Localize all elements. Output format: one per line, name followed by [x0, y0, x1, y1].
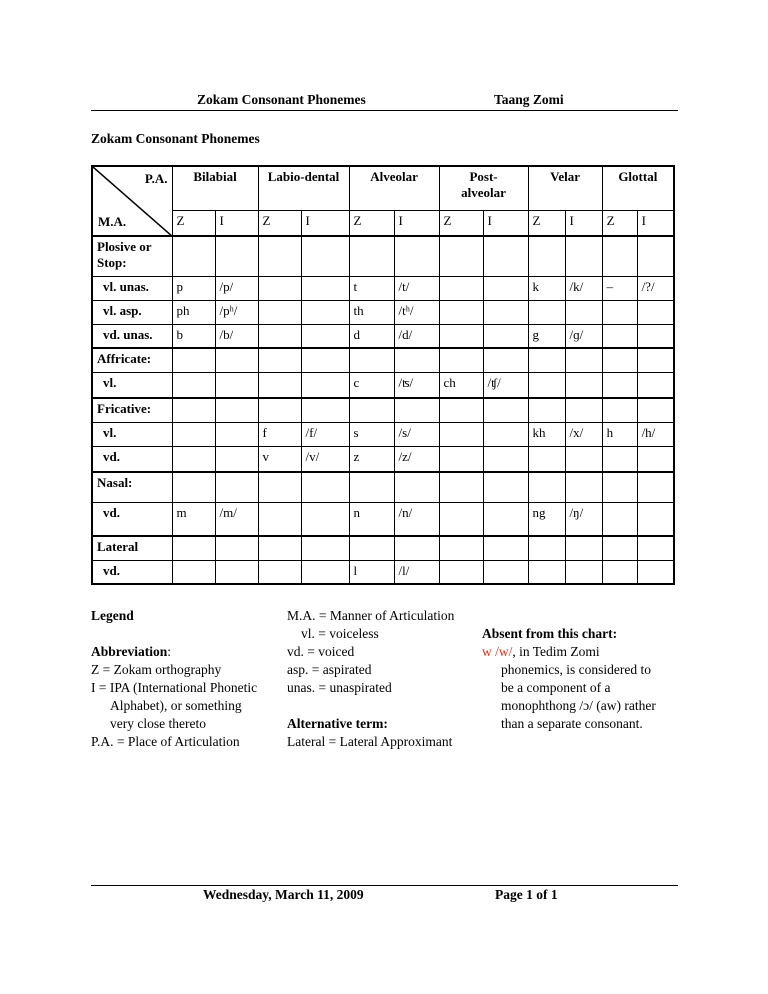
legend-i-line1: I = IPA (International Phonetic: [91, 680, 258, 695]
row-label: vl.: [92, 372, 172, 398]
cell: [565, 560, 602, 584]
cell: n: [349, 502, 394, 536]
cell: /h/: [637, 422, 674, 446]
cell: /b/: [215, 324, 258, 348]
col-z: Z: [349, 210, 394, 236]
cell: [637, 324, 674, 348]
cell: k: [528, 276, 565, 300]
cell: [602, 300, 637, 324]
cell: [172, 446, 215, 472]
absent-line2: phonemics, is considered to: [501, 662, 651, 677]
cell: [483, 446, 528, 472]
cell: [258, 300, 301, 324]
cell: [483, 560, 528, 584]
cell: [172, 372, 215, 398]
legend-unas: unas. = unaspirated: [287, 680, 392, 695]
header-title: Zokam Consonant Phonemes: [197, 92, 366, 107]
col-i: I: [394, 210, 439, 236]
legend-i-line2: Alphabet), or something: [110, 698, 242, 713]
row-label: vd.: [92, 560, 172, 584]
col-z: Z: [528, 210, 565, 236]
legend-title: Legend: [91, 608, 134, 623]
abbreviation-heading: [91, 643, 286, 661]
place-velar: Velar: [528, 166, 602, 210]
cell: [565, 446, 602, 472]
place-labio-dental: Labio-dental: [258, 166, 349, 210]
cell: [528, 372, 565, 398]
cell: h: [602, 422, 637, 446]
cell: [528, 560, 565, 584]
cell: /v/: [301, 446, 349, 472]
table-row: [92, 446, 674, 472]
cell: [258, 276, 301, 300]
cell: [172, 422, 215, 446]
legend-z: Z = Zokam orthography: [91, 662, 222, 677]
cell: kh: [528, 422, 565, 446]
cell: [602, 446, 637, 472]
cell: /ŋ/: [565, 502, 602, 536]
table-row: [92, 372, 674, 398]
cell: b: [172, 324, 215, 348]
cell: [258, 560, 301, 584]
absent-line1: [482, 643, 674, 661]
category-row-nasal: [92, 472, 674, 502]
cell: /tʰ/: [394, 300, 439, 324]
abbreviation-label: Abbreviation: [91, 644, 168, 659]
cell: ng: [528, 502, 565, 536]
cell: /t/: [394, 276, 439, 300]
legend-ma: M.A. = Manner of Articulation: [287, 608, 455, 623]
cell: [301, 300, 349, 324]
manner-of-articulation-label: M.A.: [98, 214, 127, 229]
cell: /d/: [394, 324, 439, 348]
cell: [258, 324, 301, 348]
abbreviation-colon: :: [167, 644, 172, 659]
footer-date: Wednesday, March 11, 2009: [203, 887, 364, 902]
table-row: [92, 560, 674, 584]
legend-i-line3: very close thereto: [110, 716, 206, 731]
cell: /ʧ/: [483, 372, 528, 398]
cell: th: [349, 300, 394, 324]
cell: /?/: [637, 276, 674, 300]
header-author: Taang Zomi: [494, 92, 564, 107]
cell: [602, 324, 637, 348]
cell: –: [602, 276, 637, 300]
cell: v: [258, 446, 301, 472]
cell: [439, 324, 483, 348]
cell: [258, 502, 301, 536]
category-plosive: Plosive or Stop:: [92, 236, 172, 276]
place-bilabial: Bilabial: [172, 166, 258, 210]
table-row: [92, 422, 674, 446]
place-header-row: [92, 166, 674, 210]
cell: [483, 324, 528, 348]
absent-line5: than a separate consonant.: [501, 716, 643, 731]
cell: /n/: [394, 502, 439, 536]
table-row: [92, 276, 674, 300]
col-z: Z: [602, 210, 637, 236]
footer-page-number: Page 1 of 1: [495, 887, 558, 902]
category-lateral: Lateral: [92, 536, 172, 560]
cell: [637, 300, 674, 324]
col-z: Z: [439, 210, 483, 236]
category-affricate: Affricate:: [92, 348, 172, 372]
category-row-plosive: [92, 236, 674, 276]
table-row: [92, 300, 674, 324]
cell: [483, 300, 528, 324]
category-nasal: Nasal:: [92, 472, 172, 502]
cell: /z/: [394, 446, 439, 472]
cell: t: [349, 276, 394, 300]
place-post-alveolar-line2: alveolar: [461, 185, 506, 200]
cell: c: [349, 372, 394, 398]
row-label: vl.: [92, 422, 172, 446]
place-alveolar: Alveolar: [349, 166, 439, 210]
cell: [483, 276, 528, 300]
cell: [301, 560, 349, 584]
cell: [172, 560, 215, 584]
cell: [301, 502, 349, 536]
cell: [301, 276, 349, 300]
header-rule: [91, 110, 678, 111]
absent-line1-text: , in Tedim Zomi: [512, 644, 600, 659]
cell: /l/: [394, 560, 439, 584]
cell: f: [258, 422, 301, 446]
cell: [483, 422, 528, 446]
col-i: I: [215, 210, 258, 236]
legend-pa: P.A. = Place of Articulation: [91, 734, 240, 749]
cell: [565, 372, 602, 398]
legend-column-2: [287, 607, 482, 751]
cell: [439, 300, 483, 324]
cell: /pʰ/: [215, 300, 258, 324]
cell: m: [172, 502, 215, 536]
legend-vd: vd. = voiced: [287, 644, 355, 659]
cell: [637, 372, 674, 398]
table-row: [92, 502, 674, 536]
cell: l: [349, 560, 394, 584]
cell: /ʦ/: [394, 372, 439, 398]
alternative-term-heading: Alternative term:: [287, 716, 388, 731]
cell: ph: [172, 300, 215, 324]
legend-asp: asp. = aspirated: [287, 662, 372, 677]
category-fricative: Fricative:: [92, 398, 172, 422]
cell: [439, 276, 483, 300]
cell: [215, 560, 258, 584]
consonant-chart: [91, 165, 675, 585]
cell: /f/: [301, 422, 349, 446]
row-label: vl. unas.: [92, 276, 172, 300]
absent-line4: monophthong /ɔ/ (aw) rather: [501, 698, 656, 713]
cell: [258, 372, 301, 398]
row-label: vd.: [92, 446, 172, 472]
cell: [528, 300, 565, 324]
cell: [439, 560, 483, 584]
cell: d: [349, 324, 394, 348]
cell: /ɡ/: [565, 324, 602, 348]
cell: [439, 446, 483, 472]
place-glottal: Glottal: [602, 166, 674, 210]
cell: [215, 446, 258, 472]
document-title: Zokam Consonant Phonemes: [91, 131, 260, 146]
col-z: Z: [172, 210, 215, 236]
cell: /m/: [215, 502, 258, 536]
chart-corner: [92, 166, 172, 236]
cell: [637, 446, 674, 472]
legend-vl: vl. = voiceless: [301, 626, 379, 641]
cell: /s/: [394, 422, 439, 446]
category-row-affricate: [92, 348, 674, 372]
cell: [602, 502, 637, 536]
cell: g: [528, 324, 565, 348]
category-row-lateral: [92, 536, 674, 560]
cell: /k/: [565, 276, 602, 300]
row-label: vl. asp.: [92, 300, 172, 324]
cell: [565, 300, 602, 324]
cell: [215, 422, 258, 446]
legend-column-3: [482, 625, 674, 733]
cell: /p/: [215, 276, 258, 300]
table-row: [92, 324, 674, 348]
cell: [301, 372, 349, 398]
place-post-alveolar-line1: Post-: [469, 169, 498, 184]
cell: /x/: [565, 422, 602, 446]
cell: [637, 560, 674, 584]
col-i: I: [565, 210, 602, 236]
footer-rule: [91, 885, 678, 886]
col-i: I: [483, 210, 528, 236]
cell: [528, 446, 565, 472]
cell: p: [172, 276, 215, 300]
col-z: Z: [258, 210, 301, 236]
cell: [483, 502, 528, 536]
place-of-articulation-label: P.A.: [144, 171, 168, 186]
place-post-alveolar: [439, 166, 528, 210]
cell: ch: [439, 372, 483, 398]
absent-heading: Absent from this chart:: [482, 626, 618, 641]
row-label: vd.: [92, 502, 172, 536]
cell: z: [349, 446, 394, 472]
zi-header-row: [92, 210, 674, 236]
cell: [602, 372, 637, 398]
category-row-fricative: [92, 398, 674, 422]
cell: s: [349, 422, 394, 446]
cell: [637, 502, 674, 536]
row-label: vd. unas.: [92, 324, 172, 348]
cell: [439, 502, 483, 536]
cell: [301, 324, 349, 348]
col-i: I: [637, 210, 674, 236]
legend-column-1: [91, 607, 286, 751]
legend-alternative-term: Lateral = Lateral Approximant: [287, 734, 453, 749]
cell: [215, 372, 258, 398]
cell: [439, 422, 483, 446]
absent-line3: be a component of a: [501, 680, 611, 695]
cell: [602, 560, 637, 584]
col-i: I: [301, 210, 349, 236]
absent-phoneme: w /w/: [482, 644, 513, 659]
